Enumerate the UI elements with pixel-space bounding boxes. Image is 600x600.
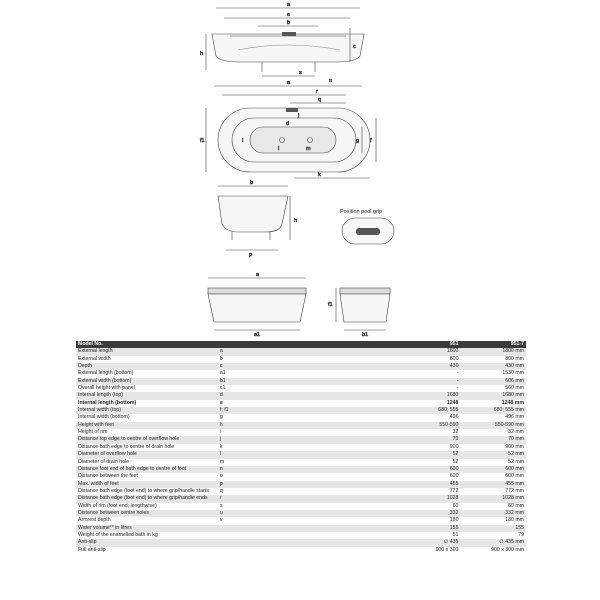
row-value-951-7: 800 mm xyxy=(505,355,524,362)
table-row xyxy=(76,436,526,443)
table-row xyxy=(76,495,526,502)
row-label: Diameter of drain hole xyxy=(78,458,130,465)
row-value-951-7: 52 mm xyxy=(460,451,526,458)
table-row xyxy=(76,510,526,517)
row-symbol xyxy=(218,547,419,554)
row-value-951: 800 xyxy=(449,355,459,362)
table-row xyxy=(76,400,526,407)
table-row xyxy=(76,459,526,466)
grip-detail xyxy=(342,218,394,244)
dim-k: k xyxy=(318,172,321,178)
row-value-951-7: 560 mm xyxy=(505,385,524,392)
dim-r: r xyxy=(316,89,318,95)
row-value-951: 600 xyxy=(419,466,461,473)
row-symbol: h xyxy=(218,422,419,429)
row-value-951: 600 xyxy=(449,473,459,480)
row-label: Distance between centre holes xyxy=(76,510,218,517)
row-value-951: 70 xyxy=(419,436,461,443)
row-symbol: v xyxy=(219,517,223,524)
row-value-951-7: 70 mm xyxy=(460,436,526,443)
row-label: Overall height with panel xyxy=(78,385,135,392)
row-value-951: 900 xyxy=(449,443,459,450)
row-value-951: 900 x 300 xyxy=(435,546,459,553)
row-value-951: 52 xyxy=(419,451,461,458)
row-label: Distance foot end of bath edge to centre of foot xyxy=(76,466,218,473)
dim-n: n xyxy=(329,78,333,84)
table-row xyxy=(76,488,526,495)
row-symbol: q xyxy=(219,487,223,494)
table-row xyxy=(76,444,526,451)
row-symbol: a1 xyxy=(219,370,226,377)
row-label: Internal length (top) xyxy=(76,392,218,399)
row-symbol: n xyxy=(218,466,419,473)
table-row xyxy=(76,422,526,429)
dim-m: m xyxy=(306,146,311,152)
grip-caption: Position pool grip xyxy=(340,209,383,215)
row-label: Width of rim (foot end; lengthwise) xyxy=(78,502,157,509)
row-label: Distance bath edge (foot end) to where grip/handle ends xyxy=(76,495,218,502)
table-row xyxy=(76,466,526,473)
row-value-951-7: 1800 mm xyxy=(460,348,526,355)
dim-b-top: b xyxy=(287,20,291,26)
row-value-951-7: 600 mm xyxy=(460,466,526,473)
row-value-951-7: 900 x 300 mm xyxy=(491,546,524,553)
row-value-951-7: 332 mm xyxy=(460,510,526,517)
row-value-951: ∅ 435 xyxy=(419,539,461,546)
dim-a-panel: a xyxy=(256,272,260,278)
row-label: Distance between the feet xyxy=(78,473,138,480)
row-value-951: 155 xyxy=(419,525,461,532)
dim-a1: a1 xyxy=(254,332,261,338)
row-value-951: 496 xyxy=(449,414,459,421)
side-view xyxy=(218,180,297,258)
row-value-951: 1248 xyxy=(446,399,459,406)
table-row xyxy=(76,539,526,546)
dim-b-side: b xyxy=(250,180,254,186)
row-label: External width (bottom) xyxy=(76,378,218,385)
table-row xyxy=(76,370,526,377)
row-value-951: - xyxy=(456,370,459,377)
row-value-951-7: 1248 mm xyxy=(501,399,524,406)
row-value-951-7: 52 mm xyxy=(508,458,524,465)
row-label: External length (bottom) xyxy=(78,370,134,377)
row-value-951-7: 772 mm xyxy=(505,487,524,494)
dim-h-side: h xyxy=(294,218,298,224)
row-value-951-7: 600 mm xyxy=(505,473,524,480)
row-label: Distance top edge to centre of overflow hole xyxy=(76,436,218,443)
table-header xyxy=(76,341,526,348)
row-value-951: - xyxy=(419,378,461,385)
row-label: External width xyxy=(78,355,111,362)
row-value-951-7: ∅ 435 mm xyxy=(460,539,526,546)
row-symbol: j xyxy=(218,436,419,443)
row-value-951: 51 xyxy=(452,531,459,538)
row-value-951: 772 xyxy=(449,487,459,494)
row-symbol: s xyxy=(219,502,223,509)
plan-view xyxy=(200,89,376,178)
row-value-951: 430 xyxy=(419,363,461,370)
row-symbol xyxy=(218,525,419,532)
dim-h: h xyxy=(200,51,204,57)
dim-q: q xyxy=(318,97,322,103)
row-label: Diameter of overflow hole xyxy=(76,451,218,458)
row-label: Armrest depth xyxy=(78,517,111,524)
row-value-951-7: 606 mm xyxy=(460,378,526,385)
row-symbol: e xyxy=(219,399,223,406)
row-symbol: a xyxy=(218,348,419,355)
table-row xyxy=(76,356,526,363)
row-value-951-7: 60 mm xyxy=(508,502,524,509)
row-value-951-7: 550-590 mm xyxy=(460,422,526,429)
header-951-7: 951-7 xyxy=(460,341,526,348)
row-symbol xyxy=(218,532,419,539)
row-value-951-7: 1028 mm xyxy=(460,495,526,502)
row-symbol: c xyxy=(218,363,419,370)
table-row xyxy=(76,414,526,421)
table-row xyxy=(76,451,526,458)
row-value-951: - xyxy=(456,385,459,392)
row-label: Anti-slip xyxy=(76,539,218,546)
table-row xyxy=(76,392,526,399)
row-value-951: 455 xyxy=(419,481,461,488)
row-label: Distance bath edge to centre of drain hole xyxy=(78,443,175,450)
dim-f1: f1 xyxy=(200,138,205,144)
dim-e: e xyxy=(287,12,291,18)
dim-f: f xyxy=(370,138,372,144)
row-value-951: 332 xyxy=(419,510,461,517)
row-value-951-7: 79 xyxy=(518,531,524,538)
header-symbol xyxy=(218,341,419,348)
header-951: 951 xyxy=(419,341,461,348)
dim-b1: b1 xyxy=(362,332,369,338)
row-label: External length xyxy=(76,348,218,355)
row-symbol: r xyxy=(218,495,419,502)
row-symbol: l xyxy=(218,451,419,458)
row-symbol: c1 xyxy=(219,385,226,392)
row-label: Full anti-slip xyxy=(78,546,106,553)
row-value-951: 680; 555 xyxy=(419,407,461,414)
specification-table xyxy=(76,341,526,554)
row-value-951-7: 1530 mm xyxy=(502,370,524,377)
row-value-951: 1800 xyxy=(419,348,461,355)
row-label: Water volume** in litres xyxy=(76,525,218,532)
table-row xyxy=(76,481,526,488)
table-row xyxy=(76,378,526,385)
row-value-951: 60 xyxy=(452,502,459,509)
row-label: Height with feet xyxy=(76,422,218,429)
dim-c: c xyxy=(353,44,356,50)
row-label: Depth xyxy=(76,363,218,370)
row-value-951-7: 180 mm xyxy=(505,517,524,524)
row-label: Internal width (top) xyxy=(76,407,218,414)
row-label: Distance bath edge (foot end) to where grip/handle starts xyxy=(78,487,209,494)
row-value-951-7: 680; 555 mm xyxy=(460,407,526,414)
panel-front-view xyxy=(208,272,306,338)
dim-l: l xyxy=(278,146,280,152)
table-row xyxy=(76,407,526,414)
row-symbol xyxy=(218,539,419,546)
row-value-951: 32 xyxy=(452,429,459,436)
row-symbol: u xyxy=(218,510,419,517)
table-row xyxy=(76,532,526,539)
dim-i: i xyxy=(242,138,244,144)
row-value-951: 550-590 xyxy=(419,422,461,429)
row-value-951-7: 155 xyxy=(460,525,526,532)
row-value-951: 1680 xyxy=(419,392,461,399)
row-value-951: 52 xyxy=(452,458,459,465)
panel-side-view xyxy=(328,288,390,338)
row-symbol: f; f1 xyxy=(218,407,419,414)
row-symbol: b xyxy=(219,355,223,362)
row-value-951: 1028 xyxy=(419,495,461,502)
row-label: Max. width of feet xyxy=(76,481,218,488)
dim-j: j xyxy=(298,113,300,119)
table-row xyxy=(76,517,526,524)
row-value-951-7: 32 mm xyxy=(508,429,524,436)
row-label: Internal width (bottom) xyxy=(78,414,130,421)
table-row xyxy=(76,348,526,355)
row-value-951-7: 900 mm xyxy=(505,443,524,450)
dim-d: d xyxy=(286,121,290,127)
row-symbol: d xyxy=(218,392,419,399)
table-row xyxy=(76,429,526,436)
row-symbol: i xyxy=(219,429,222,436)
row-label: Height of rim xyxy=(78,429,108,436)
row-value-951-7: 455 mm xyxy=(460,481,526,488)
dim-a-bottom: a xyxy=(287,80,291,86)
table-row xyxy=(76,473,526,480)
table-row xyxy=(76,525,526,532)
row-symbol: k xyxy=(219,443,223,450)
row-label: Internal length (bottom) xyxy=(78,399,137,406)
row-symbol: m xyxy=(219,458,225,465)
dim-p: p xyxy=(249,252,253,258)
dim-a-top: a xyxy=(287,2,291,8)
row-value-951-7: 430 mm xyxy=(460,363,526,370)
row-symbol: g xyxy=(219,414,223,421)
row-value-951-7: 496 mm xyxy=(505,414,524,421)
header-model: Model No. xyxy=(76,341,218,348)
dim-g: g xyxy=(356,138,360,144)
row-label: Weight of the enamelled bath in kg xyxy=(78,531,158,538)
row-symbol: b1 xyxy=(218,378,419,385)
row-value-951: 180 xyxy=(449,517,459,524)
row-symbol: o xyxy=(219,473,223,480)
row-value-951-7: 1680 mm xyxy=(460,392,526,399)
dim-s: s xyxy=(299,70,302,76)
table-row xyxy=(76,503,526,510)
dim-f1-panel: f1 xyxy=(328,302,333,308)
table-row xyxy=(76,547,526,554)
row-symbol: p xyxy=(218,481,419,488)
elevation-view xyxy=(200,2,364,86)
table-row xyxy=(76,385,526,392)
table-row xyxy=(76,363,526,370)
